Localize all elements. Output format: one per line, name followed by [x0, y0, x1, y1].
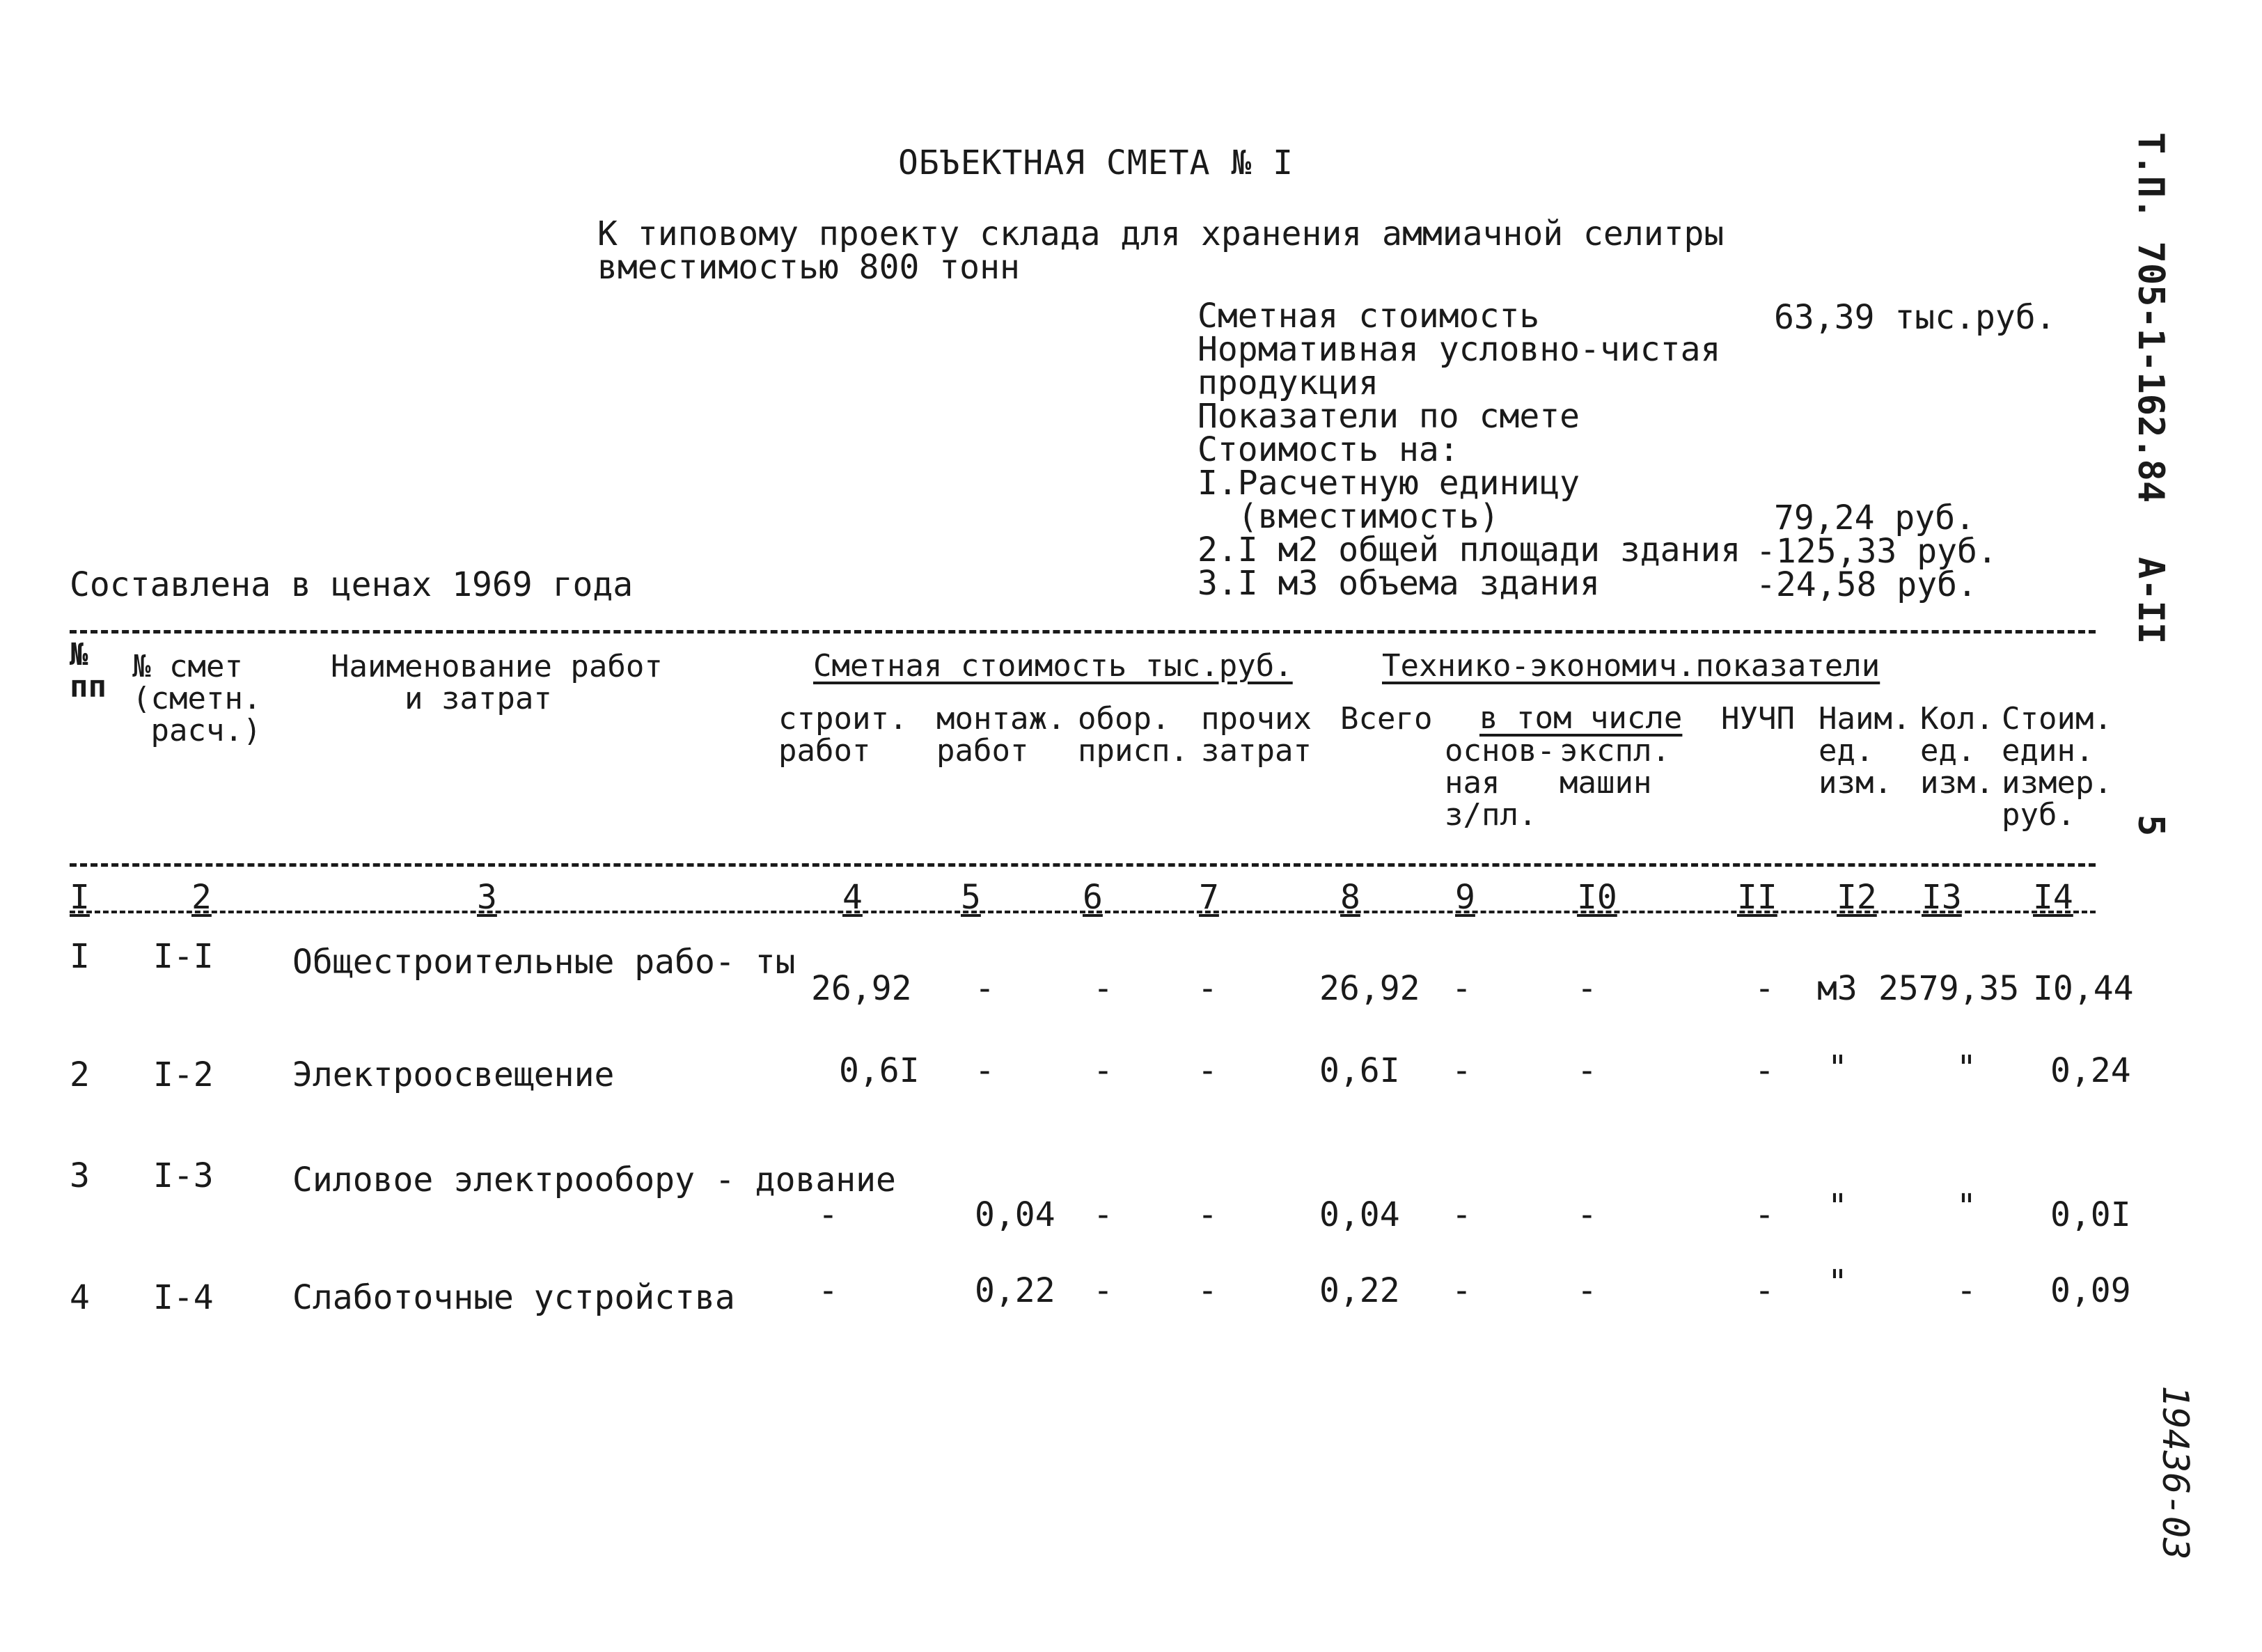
header-c6: обор. присп.	[1078, 701, 1188, 769]
row-c9: -	[1452, 969, 1472, 1008]
header-group-cost: Сметная стоимость тыс.руб.	[813, 648, 1293, 684]
row-c5: 0,22	[975, 1271, 1055, 1310]
summary-unit-value: 79,24 руб.	[1774, 498, 1975, 537]
col-number-9: 9	[1455, 878, 1475, 917]
header-group-tech: Технико-экономич.показатели	[1382, 648, 1880, 684]
row-c12: "	[1828, 1048, 1848, 1087]
row-c9: -	[1452, 1051, 1472, 1090]
sheet-mark: А-II	[2130, 557, 2171, 645]
row-c10: -	[1577, 969, 1597, 1008]
col-number-2: 2	[191, 878, 212, 917]
row-c4: 26,92	[811, 969, 912, 1008]
row-c11: -	[1754, 1271, 1775, 1310]
row-estimate: I-3	[153, 1156, 214, 1195]
header-bottom-rule	[70, 863, 2096, 867]
row-c13: 2579,35	[1878, 969, 2020, 1008]
row-c14: 0,0I	[2050, 1195, 2131, 1234]
row-c8: 0,6I	[1319, 1051, 1400, 1090]
header-c14: Стоим. един. измер. руб.	[2002, 701, 2112, 833]
subtitle-line-2: вместимостью 800 тонн	[597, 248, 1020, 287]
row-c7: -	[1197, 969, 1218, 1008]
row-c6: -	[1093, 1271, 1113, 1310]
row-c8: 26,92	[1319, 969, 1420, 1008]
row-number: I	[70, 937, 90, 976]
archive-stamp: 19436-03	[2154, 1385, 2196, 1560]
row-c5: -	[975, 969, 995, 1008]
row-c6: -	[1093, 1195, 1113, 1234]
col-number-7: 7	[1199, 878, 1219, 917]
header-c9: основ- ная з/пл.	[1445, 733, 1555, 833]
subtitle-line-1: К типовому проекту склада для хранения аммиачной селитры	[597, 214, 1725, 253]
row-estimate: I-I	[153, 937, 214, 976]
row-c13: "	[1956, 1048, 1977, 1087]
row-c9: -	[1452, 1271, 1472, 1310]
row-number: 2	[70, 1055, 90, 1094]
row-c11: -	[1754, 969, 1775, 1008]
row-c4: 0,6I	[839, 1051, 920, 1090]
row-name: Слаботочные устройства	[292, 1278, 735, 1317]
row-estimate: I-2	[153, 1055, 214, 1094]
col-number-11: II	[1737, 878, 1777, 917]
row-c8: 0,04	[1319, 1195, 1400, 1234]
header-col-name: Наименование работ и затрат	[331, 649, 663, 716]
document-title: ОБЪЕКТНАЯ СМЕТА № I	[898, 143, 1294, 182]
summary-labels: Сметная стоимость Нормативная условно-чистая продукция Показатели по смете Стоимость на: I.Расчетную единицу (вместимость) 2.I м2 общей площади здания 3.I м3 объема здания	[1197, 297, 1741, 603]
row-c10: -	[1577, 1271, 1597, 1310]
col-number-13: I3	[1922, 878, 1962, 917]
prices-note: Составлена в ценах 1969 года	[70, 565, 634, 604]
col-number-4: 4	[842, 878, 863, 917]
header-c4: строит. работ	[778, 701, 908, 769]
header-c11: НУЧП	[1721, 701, 1795, 737]
header-c12: Наим. ед. изм.	[1819, 701, 1911, 801]
col-number-5: 5	[961, 878, 981, 917]
row-name: Общестроительные рабо- ты	[292, 943, 796, 982]
row-c5: 0,04	[975, 1195, 1055, 1234]
row-estimate: I-4	[153, 1278, 214, 1317]
col-number-3: 3	[477, 878, 497, 917]
row-c8: 0,22	[1319, 1271, 1400, 1310]
row-c4: -	[818, 1195, 838, 1234]
row-c10: -	[1577, 1195, 1597, 1234]
col-number-10: I0	[1577, 878, 1617, 917]
row-c10: -	[1577, 1051, 1597, 1090]
header-c7: прочих затрат	[1201, 701, 1312, 769]
row-c7: -	[1197, 1195, 1218, 1234]
header-c13: Кол. ед. изм.	[1920, 701, 1994, 801]
col-number-8: 8	[1340, 878, 1360, 917]
row-c4: -	[818, 1271, 838, 1310]
col-number-6: 6	[1083, 878, 1103, 917]
col-number-rule	[70, 911, 2096, 913]
row-c7: -	[1197, 1051, 1218, 1090]
row-c13: -	[1956, 1271, 1977, 1310]
row-number: 3	[70, 1156, 90, 1195]
row-c12: "	[1828, 1263, 1848, 1302]
header-c8: Всего	[1340, 701, 1433, 737]
row-number: 4	[70, 1278, 90, 1317]
row-c12: "	[1828, 1187, 1848, 1226]
col-number-1: I	[70, 878, 90, 917]
col-number-12: I2	[1837, 878, 1877, 917]
summary-area-value: -125,33 руб.	[1756, 532, 1997, 571]
row-c5: -	[975, 1051, 995, 1090]
row-name: Силовое электрообору - дование	[292, 1161, 896, 1199]
header-incl: в том числе	[1479, 700, 1683, 736]
row-c6: -	[1093, 969, 1113, 1008]
row-c11: -	[1754, 1051, 1775, 1090]
row-name: Электроосвещение	[292, 1055, 615, 1094]
row-c14: 0,09	[2050, 1271, 2131, 1310]
row-c11: -	[1754, 1195, 1775, 1234]
project-code: Т.П. 705-1-162.84	[2130, 132, 2171, 503]
header-c5: монтаж. работ	[936, 701, 1066, 769]
row-c13: "	[1956, 1187, 1977, 1226]
header-col-est: № смет (сметн. расч.)	[132, 649, 262, 748]
row-c9: -	[1452, 1195, 1472, 1234]
row-c6: -	[1093, 1051, 1113, 1090]
row-c14: 0,24	[2050, 1051, 2131, 1090]
table-top-rule	[70, 630, 2096, 634]
summary-cost-value: 63,39 тыс.руб.	[1774, 298, 2056, 337]
header-c10: экспл. машин	[1560, 733, 1670, 801]
col-number-14: I4	[2033, 878, 2073, 917]
row-c14: I0,44	[2033, 969, 2134, 1008]
row-c7: -	[1197, 1271, 1218, 1310]
summary-volume-value: -24,58 руб.	[1756, 565, 1977, 604]
page-number: 5	[2130, 815, 2171, 837]
header-col-no: № пп	[70, 637, 107, 705]
row-c12: м3	[1817, 969, 1857, 1008]
